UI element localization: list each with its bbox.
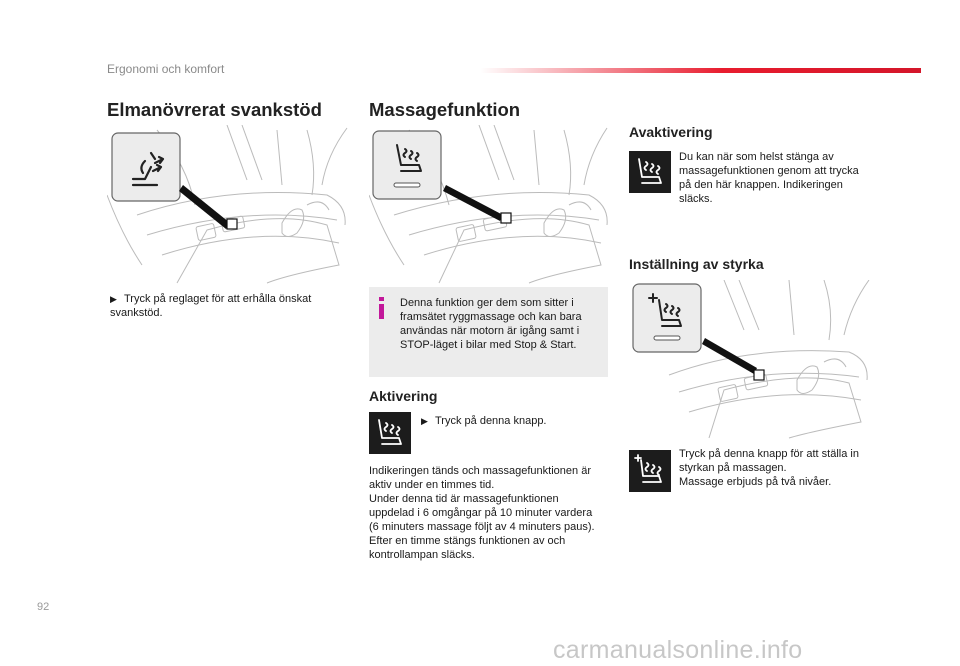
lumbar-title: Elmanövrerat svankstöd <box>107 99 322 120</box>
massage-seat-icon <box>629 151 671 193</box>
strength-seat-illustration <box>629 280 870 440</box>
activation-body: Indikeringen tänds och massagefunktionen är aktiv under en timmes tid. Under denna tid är massagefunktionen uppdelad i 6 omgångar på 10 minuter vardera (6 minuters massage följt av 4 minuters paus). Efter en timme stängs funktionen av och kontrollampan släcks. <box>369 465 595 561</box>
massage-seat-icon <box>369 412 411 454</box>
lumbar-seat-illustration <box>107 125 348 285</box>
watermark: carmanualsonline.info <box>553 636 803 664</box>
deactivation-body: Du kan när som helst stänga av massagefunktionen genom att trycka på den här knappen. Indikeringen släcks. <box>679 151 859 205</box>
massage-strength-button-tile <box>629 450 671 492</box>
page-number: 92 <box>37 601 50 613</box>
massage-plus-icon <box>629 450 671 492</box>
bullet-arrow-icon: ▶ <box>110 294 117 304</box>
deactivation-title: Avaktivering <box>629 124 713 140</box>
strength-body: Tryck på denna knapp för att ställa in styrkan på massagen. Massage erbjuds på två nivåer. <box>679 448 859 488</box>
lumbar-instruction: Tryck på reglaget för att erhålla önskat svankstöd. <box>110 293 312 319</box>
activation-instruction: Tryck på denna knapp. <box>435 415 547 427</box>
massage-button-tile <box>369 412 411 454</box>
info-text: Denna funktion ger dem som sitter i framsätet ryggmassage och kan bara användas när motorn är igång samt i STOP-läget i bilar med Stop & Start. <box>400 297 582 351</box>
section-title: Ergonomi och komfort <box>107 62 225 76</box>
massage-seat-illustration <box>369 125 609 285</box>
info-icon <box>377 297 387 319</box>
activation-title: Aktivering <box>369 388 438 404</box>
massage-button-tile <box>629 151 671 193</box>
strength-title: Inställning av styrka <box>629 256 764 272</box>
bullet-arrow-icon: ▶ <box>421 416 428 426</box>
massage-title: Massagefunktion <box>369 99 521 120</box>
header-accent-bar <box>480 68 921 73</box>
